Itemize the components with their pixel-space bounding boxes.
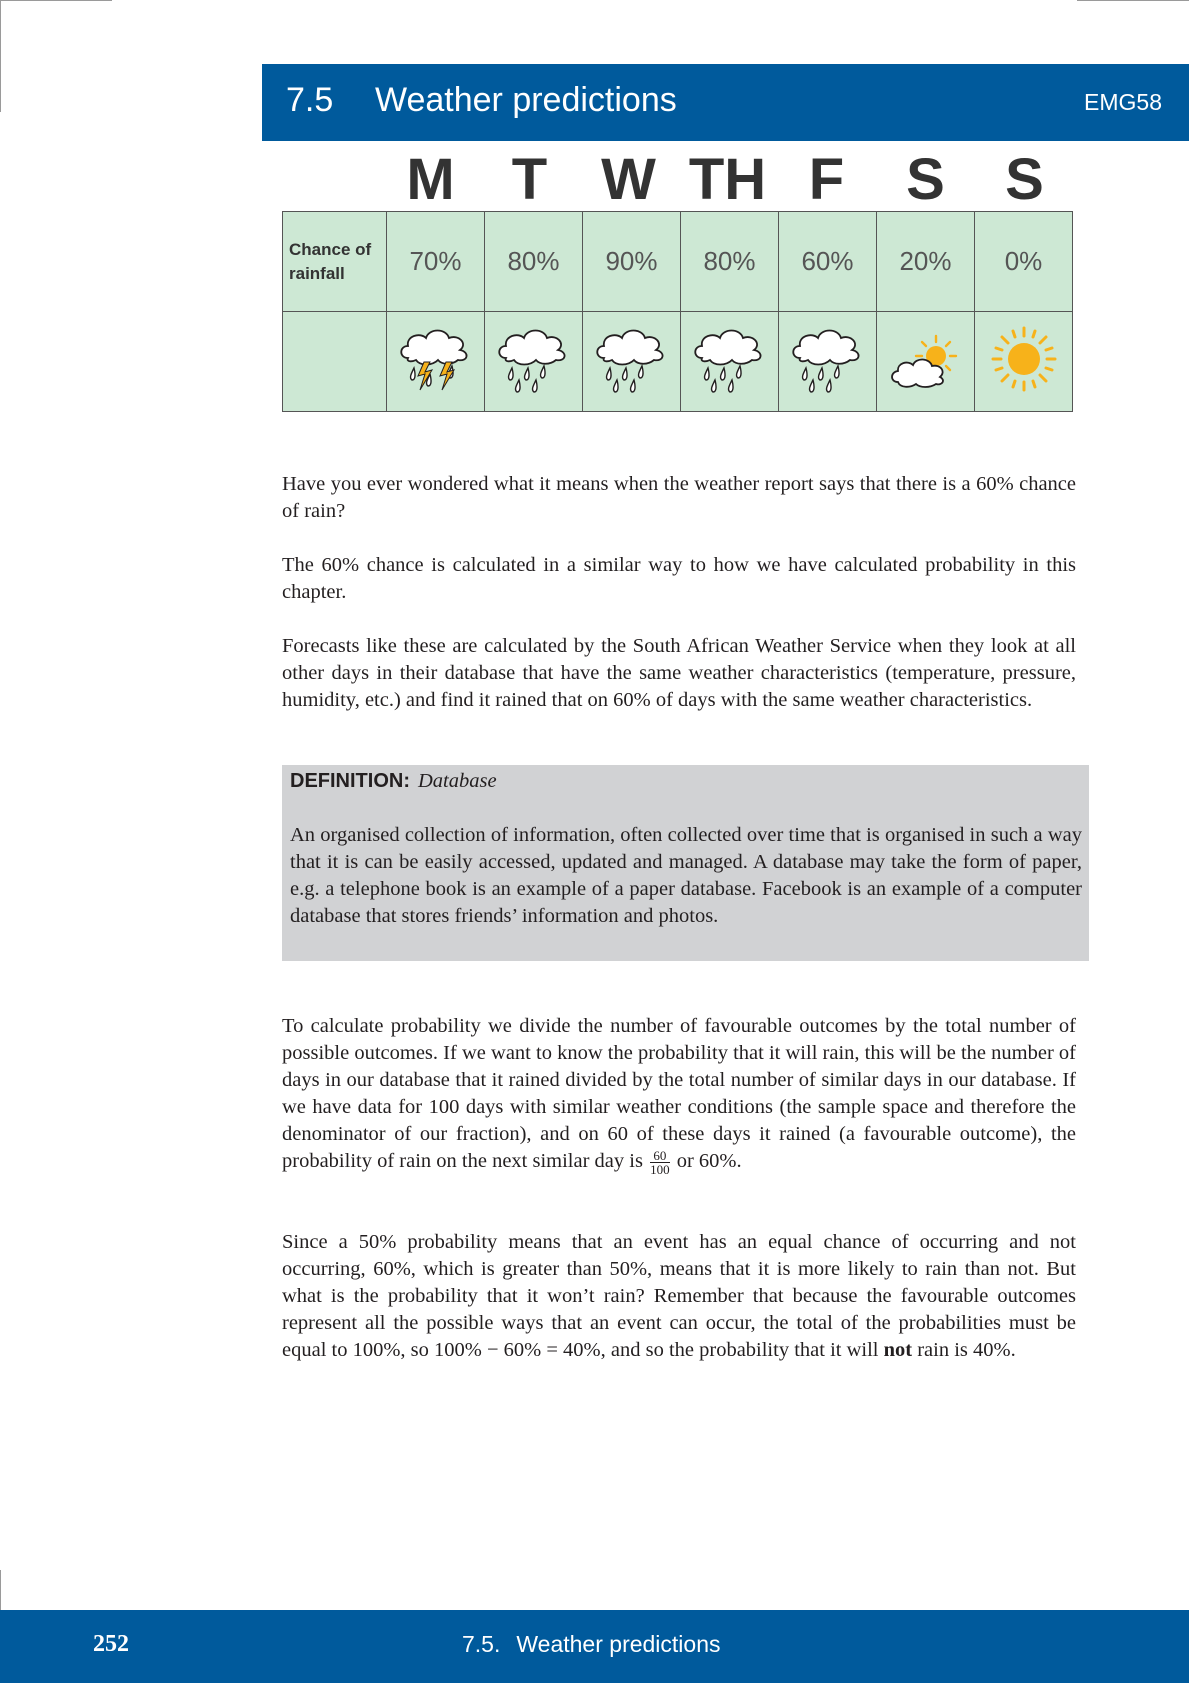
weather-cell	[975, 312, 1073, 412]
emphasis-text: not	[883, 1339, 913, 1361]
rain-cloud-icon	[494, 320, 574, 398]
sun-icon	[984, 320, 1064, 398]
chance-cell	[975, 212, 1073, 312]
definition-label: DEFINITION:	[290, 770, 410, 792]
rain-cloud-icon	[690, 320, 770, 398]
section-code: EMG58	[1084, 89, 1162, 115]
chance-value: 0%	[1004, 246, 1043, 276]
rain-cloud-icon	[788, 320, 868, 398]
fraction	[650, 1149, 670, 1176]
definition-heading	[290, 770, 497, 793]
chance-value: 60%	[801, 246, 854, 276]
footer-section-title: Weather predictions	[516, 1631, 721, 1657]
chance-value: 90%	[605, 246, 658, 276]
fraction-denominator: 100	[650, 1161, 670, 1177]
paragraph: Forecasts like these are calculated by the South African Weather Service when they look at all other days in their database that have the same weather characteristics (temperature, pressure, humidity, etc.) and find it rained that on 60% of days with the same weather characteristics.	[282, 635, 1076, 711]
day-label: M	[406, 147, 455, 212]
chance-value: 20%	[899, 246, 952, 276]
weather-icon-row	[283, 312, 1073, 412]
weather-cell	[779, 312, 877, 412]
paragraph: The 60% chance is calculated in a similar way to how we have calculated probability in this chapter.	[282, 554, 1076, 603]
weather-cell	[681, 312, 779, 412]
definition-term: Database	[418, 770, 497, 792]
page-footer	[0, 1610, 1189, 1683]
rain-cloud-icon	[592, 320, 672, 398]
definition-body: An organised collection of information, often collected over time that is organised in such a way that it is can be easily accessed, updated and managed. A database may take the form of paper, e.g. a telephone book is an example of a paper database. Facebook is an example of a computer database that stores friends’ information and photos.	[290, 824, 1082, 927]
weather-cell	[485, 312, 583, 412]
chance-row	[283, 212, 1073, 312]
weather-cell	[387, 312, 485, 412]
partly-cloudy-icon	[886, 320, 966, 398]
weather-cell	[583, 312, 681, 412]
paragraph	[282, 1013, 1076, 1176]
weather-cell	[877, 312, 975, 412]
crop-mark	[0, 1570, 1, 1610]
fraction-numerator: 60	[650, 1149, 670, 1163]
chance-value: 80%	[703, 246, 756, 276]
chance-cell	[877, 212, 975, 312]
paragraph-text: rain is 40%.	[917, 1339, 1016, 1361]
crop-mark	[0, 0, 112, 1]
paragraph-text: or 60%.	[676, 1150, 742, 1172]
section-title: Weather predictions	[375, 81, 677, 119]
empty-cell	[283, 312, 387, 412]
day-label: S	[906, 147, 945, 212]
day-label: S	[1005, 147, 1044, 212]
paragraph	[282, 1229, 1076, 1364]
footer-title	[462, 1631, 721, 1658]
day-label: TH	[688, 147, 767, 212]
page-number: 252	[93, 1631, 129, 1657]
chance-cell	[779, 212, 877, 312]
chance-cell	[583, 212, 681, 312]
row-label: Chance of rainfall	[283, 212, 387, 312]
paragraph-text: To calculate probability we divide the number of favourable outcomes by the total number of possible outcomes. If we want to know the probability that it will rain, this will be the number of days in our database that it rained divided by the total number of similar days in our database. If we have data for 100 days with similar weather conditions (the sample space and therefore the denominator of our fraction), and on 60 of these days it rained (a favourable outcome), the probability of rain on the next similar day is	[282, 1015, 1076, 1172]
crop-mark	[0, 0, 1, 112]
chance-cell	[485, 212, 583, 312]
thunderstorm-icon	[396, 320, 476, 398]
weekday-headings	[282, 147, 1076, 212]
definition-box	[282, 765, 1089, 961]
section-header	[262, 64, 1189, 141]
day-label: T	[511, 147, 548, 212]
chance-value: 70%	[409, 246, 462, 276]
chance-cell	[387, 212, 485, 312]
paragraph: Have you ever wondered what it means when the weather report says that there is a 60% chance of rain?	[282, 473, 1076, 522]
chance-cell	[681, 212, 779, 312]
section-number: 7.5	[286, 81, 334, 119]
day-label: F	[808, 147, 845, 212]
footer-section-number: 7.5.	[462, 1631, 501, 1657]
day-label: W	[601, 147, 656, 212]
paragraph-text: Since a 50% probability means that an event has an equal chance of occurring and not occurring, 60%, which is greater than 50%, means that it is more likely to rain than not. But what is the probability that it won’t rain? Remember that because the favourable outcomes represent all the possible ways that an event can occur, the total of the probabilities must be equal to 100%, so 100% − 60% = 40%, and so the probability that it will	[282, 1231, 1076, 1361]
chance-value: 80%	[507, 246, 560, 276]
forecast-table	[282, 211, 1073, 412]
crop-mark	[1077, 0, 1189, 1]
